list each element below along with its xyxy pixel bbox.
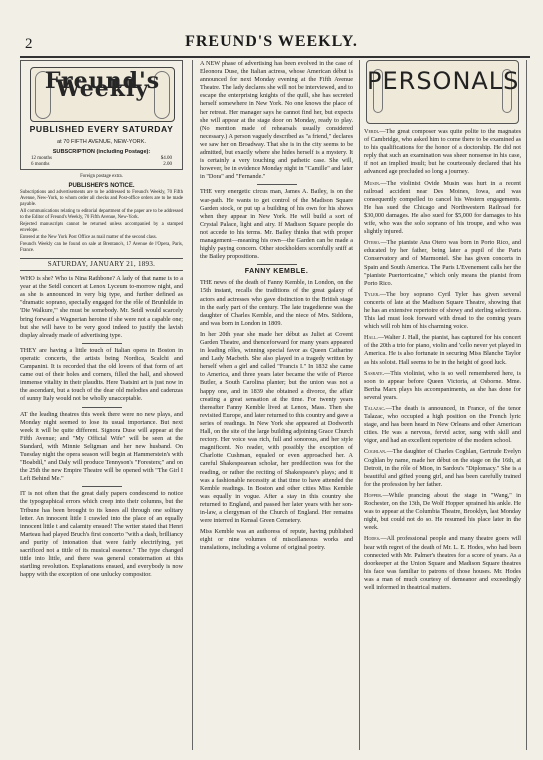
notice-item: Freund's Weekly can be found on sale at Brentano's, 17 Avenue de l'Opera, Paris, France.	[20, 242, 183, 254]
article-paragraph: A NEW phase of advertising has been evolved in the case of Eleonora Duse, the Italian actress, whose American début is announced for next Monday evening at the Fifth Avenue Theatre. The lady declares she will not be interviewed, and to escape the enterprising knights of the quill, she has secreted herself somewhere in New York. No one knows the place of her retreat. Her manager says he cannot find her, but expects she will appear at the stage door on Monday, ready to play. (No mention made of rehearsals usually considered necessary.) A person vaguely described as "a friend," declares we saw her on Broadway. That she is in the city seems to be admitted, but exactly where she hides herself is a mystery. It is certainly a very touching and pathetic case. She will, however, be in evidence Monday night in "Camille" and later in "Dora" and "Fernande."	[200, 60, 353, 181]
column-rule	[192, 60, 193, 750]
subscription-label: SUBSCRIPTION (including Postage):	[52, 149, 151, 155]
column-rule	[526, 60, 527, 750]
rate-price: $4.00	[160, 156, 172, 161]
personal-item	[364, 291, 521, 331]
personals-list	[364, 128, 521, 592]
rate-price: 2.00	[163, 162, 172, 167]
personal-name: Coghlan.	[364, 448, 387, 456]
personal-text: —This violinist, who is so well remembered here, is soon to appear before Queen Victoria, at Osborne. Mme. Bertha Marx plays his accompaniments, as she has done for several years.	[364, 369, 521, 401]
article-paragraph: In her 20th year she made her début as Juliet at Covent Garden Theatre, and thenceforward for many years appeared in leading rôles, winning special favor as Queen Catharine and Lady Macbeth. She also played in a tragedy written by herself when a girl and called "Francis I." In 1832 she came to America, and three years later became the wife of Pierce Butler, a South Carolina planter; but the union was not a happy one, and in 1839 she obtained a divorce, the affair creating a great sensation at the time. For twenty years thereafter Fanny Kemble lived at Lenox, Mass. Then she revisited Europe, and later returned to this country and gave a series of readings. In New York she appeared at Dodworth Hall, on the site of the large building adjoining Grace Church rectory. Her voice was rich, full and sonorous, and her style magnificent. No reader, with possibly the exception of Charlotte Cushman, equaled or even approached her. A careful Shakespearean scholar, her predilection was for the reading, or rather the reciting of Shakespeare's plays; and it was a fashionable necessity at that time to have attended the Kemble readings. In Boston and other cities Miss Kemble was equally in vogue. After a stay in this country she returned to England, and passed her later years with her son-in-law, a clergyman of the Church of England. Her remains were interred in Kensal Green Cemetery.	[200, 330, 353, 525]
personal-text: —While prancing about the stage in "Wang," in Rochester, on the 13th, De Wolf Hopper sprained his ankle. He was to appear at the Columbia Theatre, Brooklyn, last Monday night, but could not do so. He resumed his place later in the week.	[364, 491, 521, 532]
personal-name: Sasrate.	[364, 369, 385, 377]
subscription-rates	[31, 156, 172, 168]
personal-item	[364, 492, 521, 532]
running-head: FREUND'S WEEKLY.	[185, 33, 358, 50]
rate-term: 12 months	[31, 156, 52, 161]
article-paragraph: THE news of the death of Fanny Kemble, in London, on the 15th instant, recalls the traditions of the great galaxy of actors and actresses who gave distinction to the British stage in the early part of the century. The late tragedienne was the daughter of Charles Kemble, and the niece of Mrs. Siddons, and was born in London in 1809.	[200, 279, 353, 327]
notice-item: All communications relating to editorial department of the paper are to be addressed to the Editor of Freund's Weekly, 70 Fifth Avenue, New-York.	[20, 209, 183, 221]
personal-text: —The daughter of Charles Coghlan, Gertrude Evelyn Coghlan by name, made her début on the stage on the 16th, at Detroit, in the rôle of Mion, in Sardou's "Diplomacy." She is a beautiful and gifted young girl, and has been carefully trained for the profession by her father.	[364, 448, 521, 488]
foreign-postage-note: Foreign postage extra.	[80, 174, 123, 179]
personal-item	[364, 535, 521, 592]
column-2	[200, 60, 353, 750]
publishers-notice-heading: PUBLISHER'S NOTICE.	[68, 183, 135, 189]
personal-name: Hall.	[364, 334, 378, 342]
personal-item	[364, 448, 521, 488]
personal-name: Tyler.	[364, 290, 380, 298]
article-paragraph: Miss Kemble was an authoress of repute, having published eight or nine volumes of miscellaneous works and translations, including a volume of original poetry.	[200, 528, 353, 552]
rate-term: 6 months	[31, 162, 50, 167]
rate-row	[31, 162, 172, 168]
divider	[257, 264, 297, 265]
personal-text: —All professional people and many theatre goers will hear with regret of the death of Mr. L. E. Hodes, who had been connected with Mr. Palmer's theatres for a score of years. As a doorkeeper at the Union Square and Madison Square theatres his face was familiar to patrons of those houses. Mr. Hodes was a man of much courtesy of demeanor and exceedingly well informed in theatrical matters.	[364, 535, 521, 591]
personal-name: Talazac.	[364, 405, 386, 412]
personal-item	[364, 239, 521, 288]
personal-name: Otero.	[364, 239, 381, 247]
column-rule	[359, 60, 360, 750]
personal-item	[364, 128, 521, 177]
personal-text: —The great composer was quite polite to the magnates of Cambridge, who asked him to come there to be examined as to his qualifications for the honor of a doctorship. He did not reply that such an examination was sheer nonsense in his case, if not an implied insult; but he courteously declared that his advanced age precluded so long a journey.	[364, 128, 521, 176]
issue-date: SATURDAY, JANUARY 21, 1893.	[20, 258, 183, 271]
personal-item	[364, 334, 521, 366]
personal-name: Verdi.	[364, 128, 380, 135]
divider	[82, 407, 122, 408]
article-paragraph: WHO is she? Who is Nina Rathbone? A lady of that name is to a year at the Seidl concert at Lenox Lyceum to-morrow night, and as she is announced in very big type, and further defined as "dramatic soprano, specially engaged for the rôle of Brunhilde in 'Die Walkure,'" she must be somebody. Mr. Seidl would scarcely bring forward a Wagnerian heroine if she were not a capable one; but she will have to be very good indeed to justify the lavish display already made of advertising type.	[20, 275, 183, 339]
personal-text: —The pianiste Ana Otero was born in Porto Rico, and educated by her father, being later a pupil of the Paris Conservatory and of Marmontel. She has given concerts in Spain and South America. The Paris L'Evenement calls her the "pianiste Puertorricaine," which only means the pianist from Porto Rico.	[364, 239, 521, 287]
notice-item: Rejected manuscripts cannot be returned unless accompanied by a stamped envelope.	[20, 222, 183, 234]
notice-item: Entered at the New York Post Office as mail matter of the second class.	[20, 235, 157, 241]
publisher-address: at 70 FIFTH AVENUE, NEW-YORK.	[57, 139, 146, 145]
personal-name: Hopper.	[364, 491, 383, 499]
logo-text: Freund's Weekly	[44, 68, 161, 103]
personal-text: —The boy soprano Cyril Tyler has given several concerts of late at the Madison Square Theatre, showing that he has an extensive repertoire of showy and sterling selections. This lad must look forward with dread to the coming years which will rob him of his charming voice.	[364, 290, 521, 331]
personals-banner	[366, 60, 519, 124]
personal-text: —The death is announced, in France, of the tenor Talazac, who occupied a high position on the French lyric stage, and has been heard in New Orleans and other American cities. He was a nervous, fervid actor, sang with skill and vigor, and had an excellent repertoire of the modern school.	[364, 405, 521, 445]
page-number: 2	[25, 36, 33, 52]
section-heading: FANNY KEMBLE.	[244, 268, 309, 276]
column-3	[364, 60, 521, 750]
personal-name: Musin.	[364, 179, 381, 187]
masthead	[20, 60, 183, 170]
divider	[82, 343, 122, 344]
divider	[257, 184, 297, 185]
notice-item: Subscriptions and advertisements are to be addressed to Freund's Weekly, 70 Fifth Avenue, New-York, to whom order all checks and Post-office orders are to be made payable.	[20, 190, 183, 208]
top-rule	[20, 56, 530, 58]
article-paragraph: AT the leading theatres this week there were no new plays, and Monday night seemed to lose its usual importance. But next week it will be quite different. Signora Duse will appear at the Fifth Avenue; and "My Official Wife" will be seen at the Standard, with Minnie Seligman and her new husband. On Tuesday night the opera season will begin at Hammerstein's with "Boabdil," and Daly will produce Tennyson's "Foresters;" and on the 25th the new Empire Theatre will be opened with "The Girl I Left Behind Me."	[20, 410, 183, 483]
personals-title: PERSONALS	[367, 67, 520, 95]
article-paragraph: THEY are having a little touch of Italian opera in Boston in operatic concerts, the artists being Nordica, Scalchi and Campanini. It is recorded that the old lovers of that form of art came out of their holes and corners, filled the hall, and showed immense vitality in their plaudits. Here Tsatsini art is just now in the ascendant, but a touch of the dear old melodies and cadenzas of sunny Italy would not be wholly unacceptable.	[20, 346, 183, 403]
personal-item	[364, 180, 521, 237]
masthead-logo	[30, 67, 175, 122]
personal-name: Hodes.	[364, 535, 381, 543]
personal-text: —The violinist Ovide Musin was hurt in a recent railroad accident near Des Moines, Iowa, and was consequently compelled to cancel his Western engagements. He has sued the Chicago and Northwestern Railroad for $30,000 damages. He also sued for $5,000 for damages to his wife, who was the solo soprano of his troupe, and who was slightly injured.	[364, 179, 521, 236]
personal-item	[364, 370, 521, 402]
publication-frequency: PUBLISHED EVERY SATURDAY	[29, 124, 174, 134]
personal-item	[364, 405, 521, 445]
article-paragraph: IT is not often that the great daily papers condescend to notice the typographical errors which creep into their columns, but the Tribune has been brought to its knees all through one solitary letter. An innocent little I crawled into the place of an equally innocent little t and calamity ensued! The writer stated that Henri Marteau had played Bruch's first concerto "with a dash, brilliancy and purity of intonation that were fairly electrifying, yet sacrificed not a tittle of its musical essence." The type changed tittle into little, and there was general consternation at this startling revolution. Explanations ensued, and everybody is now happy with the exception of one unlucky compositor.	[20, 490, 183, 579]
column-1	[20, 60, 183, 750]
divider	[82, 486, 122, 487]
article-paragraph: THE very energetic circus man, James A. Bailey, is on the war-path. He wants to get control of the Madison Square Garden stock, or put up a building of his own for his shows when they appear in New York. He will build a sort of Crystal Palace, light and airy. If Madison Square people do not accede to his terms. Mr. Bailey thinks that with proper management—meaning his own—the Garden can be made a highly paying concern. Other stockholders scornfully sniff at the Bailey propositions.	[200, 188, 353, 261]
personal-text: —Walter J. Hall, the pianist, has captured for his concert of the 20th a trio for piano, violin and 'cello never yet played in America. He is also fortunate in securing Miss Blanche Taylor as his soloist. Hall seems to be in the height of good luck.	[364, 334, 521, 366]
